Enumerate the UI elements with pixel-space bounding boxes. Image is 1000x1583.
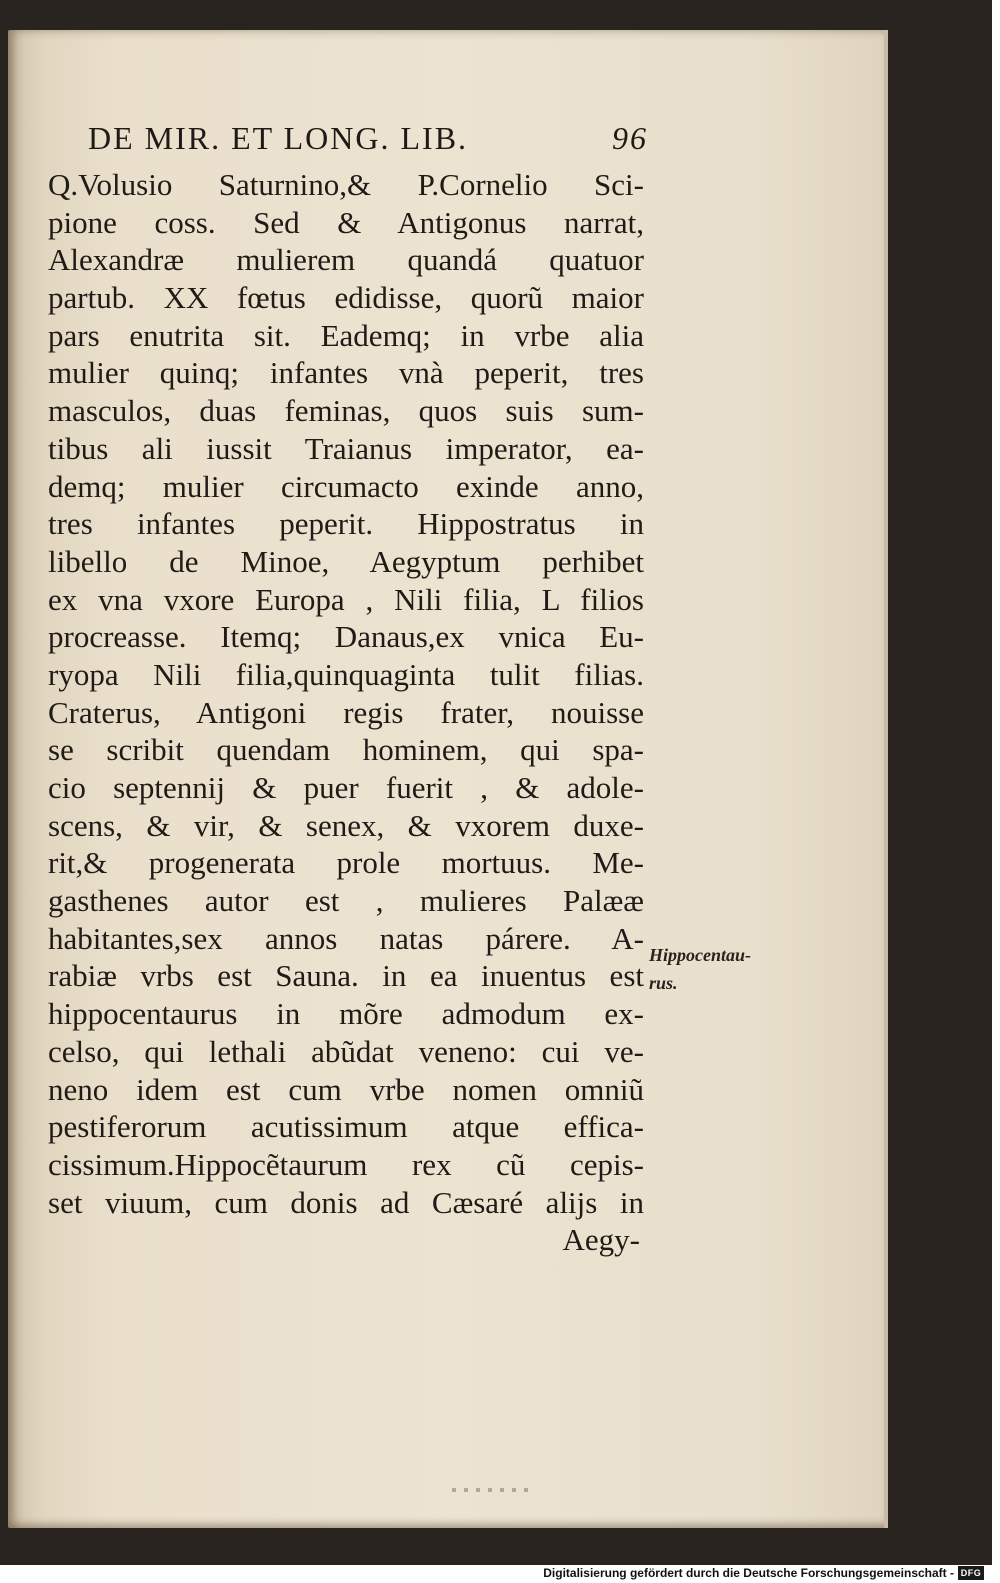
text-line: Q.Volusio Saturnino,& P.Cornelio Sci- xyxy=(48,167,644,202)
text-line: se scribit quendam hominem, qui spa- xyxy=(48,732,644,768)
running-title: DE MIR. ET LONG. LIB. xyxy=(88,120,469,156)
marginal-note xyxy=(649,941,809,997)
text-line: pione coss. Sed & Antigonus narrat, xyxy=(48,204,644,240)
page-stain xyxy=(452,1488,532,1492)
text-line: procreasse. Itemq; Danaus,ex vnica Eu- xyxy=(48,619,644,655)
page-header xyxy=(88,120,648,164)
text-line: partub. XX fœtus edidisse, quorũ maior xyxy=(48,280,644,316)
text-line: ryopa Nili filia,quinquaginta tulit filias. xyxy=(48,656,644,692)
catchword: Aegy- xyxy=(562,1222,640,1258)
text-line: pars enutrita sit. Eademq; in vrbe alia xyxy=(48,317,644,353)
text-line: celso, qui lethali abũdat veneno: cui ve- xyxy=(48,1033,644,1069)
text-line: mulier quinq; infantes vnà peperit, tres xyxy=(48,355,644,391)
text-line: Alexandræ mulierem quandá quatuor xyxy=(48,242,644,278)
text-line: tres infantes peperit. Hippostratus in xyxy=(48,506,644,542)
text-line: pestiferorum acutissimum atque effica- xyxy=(48,1109,644,1145)
text-line: gasthenes autor est , mulieres Palææ xyxy=(48,883,644,919)
text-line: libello de Minoe, Aegyptum perhibet xyxy=(48,543,644,579)
text-line: cio septennij & puer fuerit , & adole- xyxy=(48,770,644,805)
marginal-note-line: Hippocentau- xyxy=(649,945,751,965)
text-line: Craterus, Antigoni regis frater, nouisse xyxy=(48,694,644,730)
marginal-note-line: rus. xyxy=(649,973,678,993)
text-line: habitantes,sex annos natas párere. A- xyxy=(48,920,644,956)
text-line: demq; mulier circumacto exinde anno, xyxy=(48,468,644,504)
text-line: neno idem est cum vrbe nomen omniũ xyxy=(48,1071,644,1107)
body-text xyxy=(48,166,644,1259)
text-line: masculos, duas feminas, quos suis sum- xyxy=(48,393,644,429)
text-line: tibus ali iussit Traianus imperator, ea- xyxy=(48,430,644,466)
text-line: rit,& progenerata prole mortuus. Me- xyxy=(48,845,644,881)
text-line: hippocentaurus in mõre admodum ex- xyxy=(48,996,644,1032)
text-line: cissimum.Hippocẽtaurum rex cũ cepis- xyxy=(48,1146,644,1182)
text-line: scens, & vir, & senex, & vxorem duxe- xyxy=(48,807,644,843)
page-edge xyxy=(884,30,888,1528)
page-number: 96 xyxy=(612,120,648,156)
dfg-logo-icon: DFG xyxy=(958,1566,984,1580)
text-line: rabiæ vrbs est Sauna. in ea inuentus est xyxy=(48,958,644,994)
text-line: set viuum, cum donis ad Cæsaré alijs in xyxy=(48,1184,644,1220)
funding-credit: Digitalisierung gefördert durch die Deutsche Forschungsgemeinschaft - xyxy=(543,1566,954,1580)
text-line: ex vna vxore Europa , Nili filia, L filios xyxy=(48,581,644,617)
